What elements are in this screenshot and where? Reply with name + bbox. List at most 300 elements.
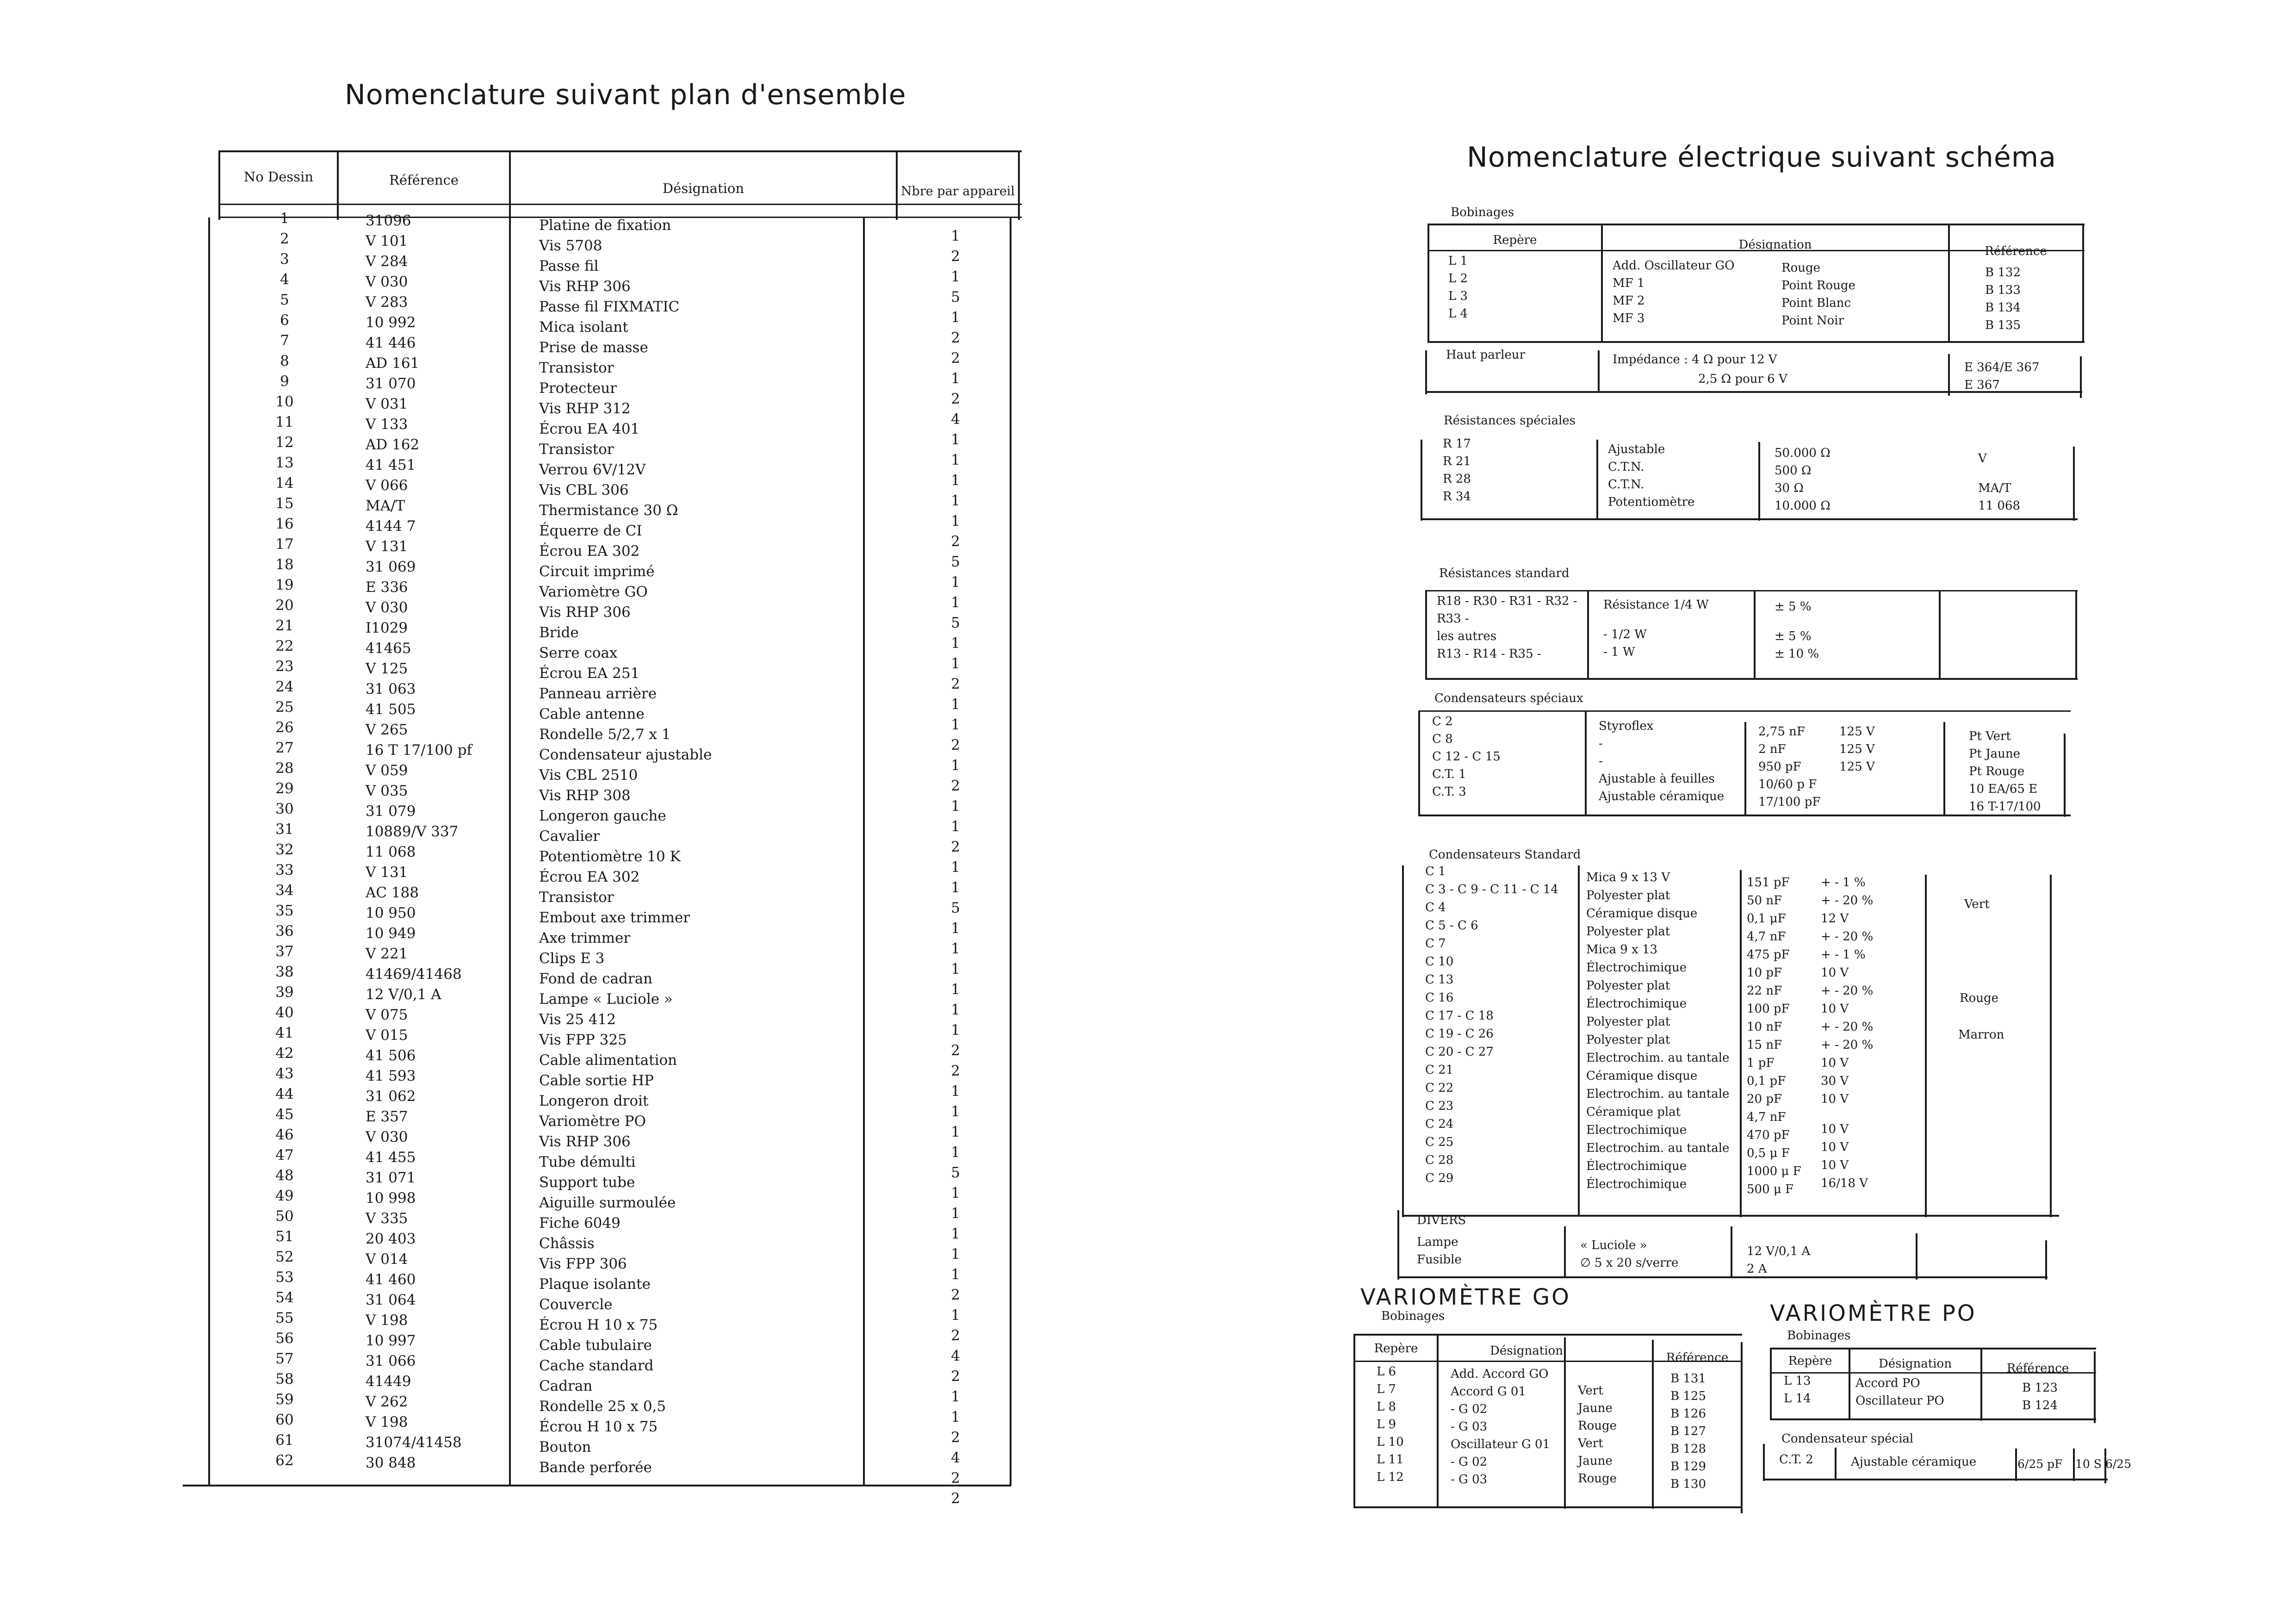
cell: Jaune [1578, 1454, 1613, 1468]
cell: Fusible [1417, 1253, 1462, 1267]
designation-cell: Transistor [539, 441, 614, 458]
cell: Point Noir [1781, 314, 1844, 328]
po-cond-reference: 10 S 6/25 [2075, 1457, 2131, 1471]
designation-cell: Écrou EA 302 [539, 543, 640, 560]
cond-speciaux-reference-column [1969, 728, 2041, 815]
quantity-cell: 1 [951, 1124, 960, 1140]
reference-cell: 30 848 [366, 1455, 416, 1471]
po-header-designation: Désignation [1879, 1357, 1952, 1371]
cell: L 3 [1448, 289, 1468, 303]
cell: Pt Jaune [1969, 747, 2021, 761]
dessin-number: 8 [280, 353, 289, 369]
cell: C 20 - C 27 [1425, 1045, 1494, 1059]
cell: C 16 [1425, 991, 1454, 1005]
impedance-line-2: 2,5 Ω pour 6 V [1698, 372, 1787, 386]
reference-cell: 41469/41468 [366, 966, 462, 983]
cell: C 5 - C 6 [1425, 919, 1478, 933]
reference-cell: V 335 [366, 1210, 408, 1227]
dessin-number: 47 [275, 1147, 294, 1163]
cell: L 2 [1448, 272, 1468, 286]
designation-cell: Variomètre GO [539, 584, 648, 600]
dessin-number: 14 [275, 475, 294, 491]
designation-cell: Passe fil FIXMATIC [539, 298, 680, 315]
designation-cell: Écrou EA 401 [539, 421, 640, 437]
dessin-number: 37 [275, 943, 294, 960]
quantity-cell: 2 [951, 248, 960, 265]
dessin-number: 18 [275, 556, 294, 573]
cell: Rouge [1578, 1472, 1617, 1486]
dessin-number: 60 [275, 1412, 294, 1428]
dessin-number: 43 [275, 1065, 294, 1082]
dessin-number: 28 [275, 760, 294, 777]
left-page-title: Nomenclature suivant plan d'ensemble [345, 79, 906, 111]
cell: 12 V [1821, 912, 1849, 926]
designation-cell: Plaque isolante [539, 1276, 651, 1293]
quantity-cell: 4 [951, 1449, 960, 1466]
header-no-dessin: No Dessin [243, 169, 314, 185]
reference-cell: 41 446 [366, 335, 416, 351]
cell: 50 nF [1747, 894, 1782, 908]
quantity-cell: 5 [951, 289, 960, 305]
reference-cell: 16 T 17/100 pf [366, 742, 472, 759]
cond-speciaux-designation-column [1599, 717, 1724, 805]
quantity-cell: 1 [951, 1225, 960, 1242]
cell: 10 V [1821, 1140, 1849, 1154]
designation-cell: Vis 5708 [539, 237, 602, 254]
dessin-number: 23 [275, 658, 294, 675]
reference-cell: 31 071 [366, 1169, 416, 1186]
designation-cell: Cavalier [539, 828, 600, 845]
dessin-number: 21 [275, 617, 294, 634]
cell: 0,5 μ F [1747, 1146, 1790, 1160]
cell: B 129 [1670, 1460, 1706, 1474]
quantity-cell: 5 [951, 553, 960, 570]
reference-cell: V 101 [366, 233, 408, 249]
designation-cell: Fond de cadran [539, 970, 653, 987]
cell: MF 2 [1613, 294, 1645, 308]
quantity-cell: 2 [951, 737, 960, 753]
cell: C 8 [1432, 732, 1453, 746]
designation-cell: Bande perforée [539, 1459, 652, 1476]
dessin-number: 19 [275, 577, 294, 593]
dessin-number: 41 [275, 1025, 294, 1041]
po-cond-label: Condensateur spécial [1781, 1432, 1914, 1446]
dessin-number: 1 [280, 210, 289, 227]
quantity-cell: 1 [951, 492, 960, 509]
cell: C 4 [1425, 901, 1446, 914]
designation-cell: Écrou H 10 x 75 [539, 1317, 658, 1333]
designation-cell: Aiguille surmoulée [539, 1194, 676, 1211]
cell: Point Rouge [1781, 279, 1855, 292]
quantity-cell: 1 [951, 1185, 960, 1201]
cell: - [1599, 737, 1603, 751]
cond-standard-tolerance-column [1821, 874, 1873, 1193]
dessin-number: 16 [275, 516, 294, 532]
dessin-number: 53 [275, 1269, 294, 1286]
cell: C 22 [1425, 1081, 1454, 1095]
cell: B 130 [1670, 1477, 1706, 1491]
cell [1578, 1370, 1617, 1382]
reference-cell: 41 455 [366, 1149, 416, 1166]
dessin-number: 50 [275, 1208, 294, 1225]
dessin-number: 30 [275, 801, 294, 817]
cell: 16/18 V [1821, 1176, 1868, 1190]
designation-cell: Vis RHP 306 [539, 278, 631, 295]
dessin-number: 32 [275, 841, 294, 858]
variometre-go-title: VARIOMÈTRE GO [1360, 1284, 1571, 1310]
cell: 125 V [1839, 760, 1875, 774]
reference-cell: 4144 7 [366, 518, 416, 535]
quantity-cell: 1 [951, 228, 960, 244]
reference-cell: V 014 [366, 1251, 408, 1268]
designation-cell: Thermistance 30 Ω [539, 502, 678, 519]
quantity-cell: 5 [951, 615, 960, 631]
designation-cell: Rondelle 25 x 0,5 [539, 1398, 666, 1415]
cond-standard-valeur-column [1747, 874, 1801, 1199]
cell: - [1599, 754, 1603, 768]
cell: B 126 [1670, 1407, 1706, 1421]
cell: ± 5 % [1775, 600, 1812, 614]
cell: ∅ 5 x 20 s/verre [1580, 1256, 1679, 1270]
cell: Céramique plat [1586, 1105, 1681, 1119]
cell: C 21 [1425, 1063, 1454, 1077]
cell: Ajustable [1608, 442, 1665, 456]
cell: R 34 [1443, 490, 1471, 504]
cell: 20 pF [1747, 1092, 1782, 1106]
variometre-po-title: VARIOMÈTRE PO [1770, 1300, 1977, 1326]
cell: 2 nF [1758, 742, 1786, 756]
cell: Oscillateur PO [1855, 1394, 1944, 1408]
res-speciales-reference-column [1978, 450, 2020, 515]
reference-cell: AC 188 [366, 884, 419, 901]
res-standard-tolerance-column [1775, 598, 1819, 663]
po-repere-column [1784, 1372, 1811, 1407]
cell: Polyester plat [1586, 925, 1670, 939]
designation-cell: Variomètre PO [539, 1113, 646, 1130]
bobinages-header-repere: Repère [1493, 233, 1537, 247]
impedance-line-1: Impédance : 4 Ω pour 12 V [1613, 353, 1777, 367]
reference-cell: 10 998 [366, 1190, 416, 1206]
reference-cell: 10 949 [366, 925, 416, 942]
bobinages-repere-column [1448, 252, 1468, 323]
reference-cell: MA/T [366, 497, 405, 514]
designation-cell: Cable tubulaire [539, 1337, 652, 1354]
cell: 22 nF [1747, 984, 1782, 998]
dessin-number: 35 [275, 902, 294, 919]
designation-cell: Vis RHP 312 [539, 400, 631, 417]
quantity-cell: 1 [951, 1246, 960, 1262]
reference-cell: 10889/V 337 [366, 823, 459, 840]
reference-cell: V 125 [366, 660, 408, 677]
designation-cell: Bouton [539, 1439, 591, 1455]
quantity-cell: 1 [951, 594, 960, 611]
divers-valeur-column [1747, 1243, 1810, 1278]
reference-cell: V 131 [366, 538, 408, 555]
dessin-number: 42 [275, 1045, 294, 1062]
divers-label: DIVERS [1417, 1213, 1466, 1227]
cell: C 10 [1425, 955, 1454, 969]
cell: ± 10 % [1775, 647, 1819, 661]
designation-cell: Vis FPP 306 [539, 1256, 627, 1272]
cell: Accord G 01 [1451, 1385, 1527, 1399]
dessin-number: 26 [275, 719, 294, 736]
reference-cell: 31 066 [366, 1353, 416, 1369]
cell: Rouge [1578, 1419, 1617, 1433]
quantity-cell: 2 [951, 839, 960, 855]
cell: Pt Vert [1969, 729, 2011, 743]
reference-cell: V 030 [366, 599, 408, 616]
reference-cell: V 221 [366, 945, 408, 962]
cell: Vert [1578, 1384, 1603, 1398]
cell: C 28 [1425, 1153, 1454, 1167]
res-speciales-repere-column [1443, 435, 1471, 505]
quantity-cell: 1 [951, 757, 960, 774]
reference-cell: V 030 [366, 1129, 408, 1145]
dessin-number: 12 [275, 434, 294, 451]
dessin-number: 33 [275, 862, 294, 878]
cell: B 134 [1985, 301, 2021, 315]
quantity-cell: 1 [951, 1083, 960, 1100]
go-designation-column [1451, 1365, 1550, 1488]
dessin-number: 62 [275, 1452, 294, 1469]
cell: 10 V [1821, 966, 1849, 980]
cell: B 133 [1985, 283, 2021, 297]
dessin-number: 46 [275, 1126, 294, 1143]
dessin-number: 22 [275, 638, 294, 654]
po-cond-designation: Ajustable céramique [1851, 1455, 1977, 1469]
cell: R 21 [1443, 454, 1471, 468]
cell: C.T. 3 [1432, 785, 1466, 799]
cell: MF 3 [1613, 311, 1645, 325]
cell: 10.000 Ω [1775, 499, 1831, 513]
quantity-cell: 1 [951, 370, 960, 387]
quantity-cell: 1 [951, 981, 960, 998]
res-standard-label: Résistances standard [1439, 566, 1570, 580]
quantity-cell: 2 [951, 1042, 960, 1059]
cell: Accord PO [1855, 1376, 1920, 1390]
dessin-number: 20 [275, 597, 294, 614]
designation-cell: Écrou EA 302 [539, 869, 640, 885]
reference-cell: V 131 [366, 864, 408, 881]
cell: L 13 [1784, 1374, 1811, 1388]
dessin-number: 25 [275, 699, 294, 715]
cell: C 25 [1425, 1135, 1454, 1149]
reference-cell: 41 506 [366, 1047, 416, 1064]
bobinages-couleur-column [1781, 259, 1855, 330]
cell: 10 V [1821, 1122, 1849, 1136]
reference-cell: 41 460 [366, 1271, 416, 1288]
designation-cell: Potentiomètre 10 K [539, 848, 681, 865]
divers-repere-column [1417, 1233, 1462, 1269]
quantity-cell: 2 [951, 330, 960, 346]
cell: L 9 [1377, 1418, 1396, 1431]
dessin-number: 11 [275, 414, 294, 430]
designation-column [539, 215, 712, 1478]
designation-cell: Platine de fixation [539, 217, 671, 234]
reference-cell: 41 593 [366, 1068, 416, 1084]
cell: Céramique disque [1586, 1069, 1698, 1083]
cell: L 7 [1377, 1382, 1396, 1396]
cell [1603, 614, 1709, 626]
reference-cell: V 030 [366, 274, 408, 290]
quantity-cell: 2 [951, 676, 960, 692]
cell: - G 02 [1451, 1455, 1488, 1469]
cell: C 1 [1425, 864, 1446, 878]
po-reference-column [2022, 1379, 2058, 1414]
cell: 50.000 Ω [1775, 446, 1831, 460]
designation-cell: Équerre de CI [539, 522, 642, 539]
quantity-cell: 1 [951, 1266, 960, 1283]
reference-cell: V 075 [366, 1007, 408, 1023]
quantity-cell: 1 [951, 961, 960, 977]
reference-cell: 31096 [366, 212, 411, 229]
dessin-number: 49 [275, 1188, 294, 1204]
quantity-cell: 2 [951, 1490, 960, 1507]
reference-cell: 41449 [366, 1373, 411, 1390]
cell: 1000 μ F [1747, 1164, 1801, 1178]
designation-cell: Transistor [539, 889, 614, 906]
designation-cell: Cadran [539, 1378, 593, 1394]
right-page-title: Nomenclature électrique suivant schéma [1467, 141, 2057, 174]
cell: MF 1 [1613, 276, 1645, 290]
reference-cell: V 059 [366, 762, 408, 779]
quantity-cell: 1 [951, 920, 960, 937]
po-header-reference: Référence [2006, 1362, 2069, 1375]
reference-cell: 31 062 [366, 1088, 416, 1105]
cell: + - 20 % [1821, 894, 1874, 908]
quantity-cell: 1 [951, 1022, 960, 1038]
designation-cell: Condensateur ajustable [539, 746, 712, 763]
cell: B 123 [2022, 1381, 2058, 1395]
designation-cell: Mica isolant [539, 319, 628, 336]
cell: B 124 [2022, 1399, 2058, 1412]
reference-cell: V 198 [366, 1414, 408, 1430]
cell: Electrochim. au tantale [1586, 1141, 1730, 1155]
quantity-cell: 1 [951, 574, 960, 591]
res-speciales-valeur-column [1775, 444, 1831, 515]
cell: MA/T [1978, 481, 2011, 495]
quantity-cell: 1 [951, 472, 960, 489]
cell: C 2 [1432, 715, 1453, 728]
cell: Styroflex [1599, 719, 1654, 733]
quantity-cell: 2 [951, 777, 960, 794]
header-reference: Référence [389, 172, 459, 188]
cell: Lampe [1417, 1235, 1458, 1249]
dessin-number: 29 [275, 780, 294, 797]
quantity-cell: 2 [951, 350, 960, 367]
designation-cell: Rondelle 5/2,7 x 1 [539, 726, 671, 743]
reference-cell: V 284 [366, 253, 408, 270]
cell: + - 20 % [1821, 1020, 1874, 1034]
reference-cell: 31 069 [366, 559, 416, 575]
cell: 500 Ω [1775, 464, 1812, 478]
cell: C 17 - C 18 [1425, 1009, 1494, 1023]
go-header-repere: Repère [1374, 1342, 1418, 1356]
bobinages-header-designation: Désignation [1738, 238, 1812, 252]
po-header-repere: Repère [1788, 1354, 1832, 1368]
designation-cell: Vis CBL 2510 [539, 767, 638, 784]
res-speciales-label: Résistances spéciales [1444, 414, 1576, 428]
dessin-number: 58 [275, 1371, 294, 1387]
cell: ± 5 % [1775, 629, 1812, 643]
cell: R 28 [1443, 472, 1471, 486]
go-header-reference: Référence [1666, 1351, 1729, 1365]
designation-cell: Écrou H 10 x 75 [539, 1418, 658, 1435]
cell: 2,75 nF [1758, 725, 1805, 739]
quantity-cell: 4 [951, 1348, 960, 1364]
reference-cell: 10 997 [366, 1332, 416, 1349]
cond-speciaux-tension-column [1839, 723, 1875, 800]
cell: L 12 [1377, 1470, 1404, 1484]
cell: - G 03 [1451, 1473, 1488, 1486]
cell: 30 V [1821, 1074, 1849, 1088]
cell: 0,1 μF [1747, 912, 1786, 926]
cell: Pt Rouge [1969, 765, 2025, 778]
divers-designation-column [1580, 1237, 1678, 1272]
designation-cell: Cable alimentation [539, 1052, 677, 1069]
cell: C 24 [1425, 1117, 1454, 1131]
designation-cell: Châssis [539, 1235, 595, 1252]
cell: Vert [1578, 1436, 1603, 1450]
designation-cell: Couvercle [539, 1296, 613, 1313]
cell: Polyester plat [1586, 1015, 1670, 1029]
reference-cell: V 133 [366, 416, 408, 433]
cell: L 4 [1448, 307, 1468, 321]
cell [1839, 788, 1875, 800]
cell: C 3 - C 9 - C 11 - C 14 [1425, 883, 1558, 896]
go-repere-column [1377, 1363, 1404, 1486]
designation-cell: Vis FPP 325 [539, 1032, 627, 1048]
quantity-cell: 1 [951, 879, 960, 896]
quantity-cell: 1 [951, 268, 960, 285]
cell: + - 1 % [1821, 948, 1866, 962]
variometre-po-subtitle: Bobinages [1787, 1329, 1851, 1343]
cell: 470 pF [1747, 1128, 1790, 1142]
designation-cell: Passe fil [539, 258, 599, 274]
cell: + - 20 % [1821, 1038, 1874, 1052]
cell [1839, 776, 1875, 788]
designation-cell: Serre coax [539, 645, 618, 661]
cell: 10 EA/65 E [1969, 782, 2038, 796]
bobinages-reference-column [1985, 264, 2021, 334]
go-reference-column [1670, 1370, 1706, 1493]
dessin-number: 51 [275, 1228, 294, 1245]
cell: Electrochim. au tantale [1586, 1087, 1730, 1101]
cell: Électrochimique [1586, 961, 1687, 975]
quantity-cell: 1 [951, 1205, 960, 1222]
cell: Mica 9 x 13 [1586, 943, 1658, 957]
cell: R33 - [1437, 612, 1469, 626]
cell: 2 A [1747, 1262, 1767, 1276]
cell: L 14 [1784, 1392, 1811, 1405]
reference-cell: 31 064 [366, 1292, 416, 1308]
quantity-cell: 1 [951, 1409, 960, 1425]
cell: B 125 [1670, 1389, 1706, 1403]
cell: L 8 [1377, 1400, 1396, 1414]
cell: 10 pF [1747, 966, 1782, 980]
cell: 500 μ F [1747, 1182, 1794, 1196]
quantity-cell: 2 [951, 1429, 960, 1446]
quantity-cell: 1 [951, 1388, 960, 1405]
cell: Electrochim. au tantale [1586, 1051, 1730, 1065]
po-cond-valeur: 6/25 pF [2017, 1457, 2063, 1471]
quantity-cell: 1 [951, 309, 960, 326]
cell: R 17 [1443, 437, 1471, 451]
reference-cell: V 198 [366, 1312, 408, 1329]
haut-parleur-reference-column [1964, 359, 2040, 394]
cell [1821, 1108, 1873, 1120]
cell: B 132 [1985, 266, 2021, 280]
